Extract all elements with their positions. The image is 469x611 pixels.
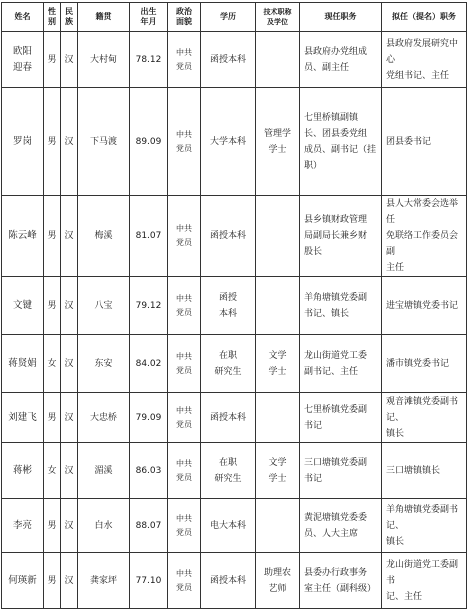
cell-text: 观音滩镇党委副书记、 镇长 [386, 396, 459, 439]
cell-ethnicity [61, 335, 78, 393]
cell-ethnicity [61, 88, 78, 196]
table-row [2, 88, 467, 196]
cell-text: 78.12 [135, 54, 162, 65]
cell-name [2, 499, 44, 553]
cell-origin [78, 88, 130, 196]
cell-text: 函授本科 [209, 54, 246, 65]
cell-text: 函授本科 [209, 575, 246, 586]
cell-gender [44, 88, 61, 196]
cell-title [256, 393, 300, 443]
cell-text: 女 [47, 465, 57, 476]
cell-text: 七里桥镇副镇 长、团县委党组 成员、副书记（挂 职） [304, 112, 377, 171]
cell-text: 男 [47, 575, 57, 586]
table-row [2, 277, 467, 335]
cell-text: 进宝塘镇党委书记 [386, 300, 459, 311]
cell-birth [130, 443, 168, 499]
cell-gender [44, 443, 61, 499]
cell-title [256, 443, 300, 499]
cell-text: 88.07 [135, 520, 162, 531]
cell-gender [44, 499, 61, 553]
cell-text: 文键 [12, 299, 32, 311]
cell-birth [130, 277, 168, 335]
cell-title [256, 499, 300, 553]
cell-origin [78, 553, 130, 609]
cell-text: 大村甸 [89, 54, 117, 65]
cell-text: 龙山街道党工委副书 记、主任 [386, 559, 459, 602]
header-origin: 籍贯 [78, 3, 130, 32]
cell-education [201, 499, 256, 553]
cell-birth [130, 393, 168, 443]
cell-text: 81.07 [135, 231, 162, 241]
cell-current-post [300, 32, 382, 88]
header-education: 学历 [201, 3, 256, 32]
cell-text: 县乡镇财政管理 局副局长兼乡财 股长 [304, 215, 368, 257]
cell-education [201, 443, 256, 499]
cell-text: 县人大常委会选举任 免联络工作委员会副 主任 [386, 199, 459, 273]
cell-text: 李亮 [12, 519, 32, 531]
cell-text: 文学 学士 [268, 350, 287, 377]
cell-text: 汉 [64, 358, 74, 369]
header-gender: 性别 [44, 3, 61, 32]
cell-name [2, 88, 44, 196]
cell-education [201, 277, 256, 335]
cell-name [2, 32, 44, 88]
cell-current-post [300, 335, 382, 393]
cell-text: 89.09 [135, 136, 162, 147]
cell-text: 三口塘镇镇长 [386, 465, 441, 476]
cell-text: 下马渡 [89, 136, 117, 147]
table-row [2, 499, 467, 553]
cell-text: 中共 党员 [176, 513, 192, 537]
cell-birth [130, 32, 168, 88]
cell-birth [130, 88, 168, 196]
cell-origin [78, 335, 130, 393]
cell-birth [130, 196, 168, 277]
cell-title [256, 88, 300, 196]
cell-party [168, 88, 201, 196]
cell-party [168, 499, 201, 553]
cell-education [201, 32, 256, 88]
cell-gender [44, 393, 61, 443]
cell-gender [44, 196, 61, 277]
cell-text: 79.12 [135, 300, 162, 311]
cell-text: 何瑛新 [8, 574, 37, 586]
cell-text: 管理学 学士 [263, 128, 291, 155]
cell-text: 湄溪 [94, 465, 113, 476]
cell-text: 羊角塘镇党委副 书记、镇长 [304, 292, 368, 319]
cell-text: 龙山街道党工委 副书记、主任 [304, 350, 368, 377]
cell-origin [78, 443, 130, 499]
cell-proposed-post [382, 32, 467, 88]
cell-text: 函授 本科 [218, 292, 237, 319]
cell-current-post [300, 443, 382, 499]
cell-current-post [300, 393, 382, 443]
cell-text: 中共 党员 [176, 293, 192, 317]
cell-party [168, 196, 201, 277]
cell-current-post [300, 499, 382, 553]
cell-gender [44, 553, 61, 609]
cell-text: 潘市镇党委书记 [386, 358, 450, 369]
cell-education [201, 335, 256, 393]
cell-ethnicity [61, 499, 78, 553]
cell-party [168, 335, 201, 393]
cell-ethnicity [61, 393, 78, 443]
cell-current-post [300, 277, 382, 335]
cell-proposed-post [382, 393, 467, 443]
cell-ethnicity [61, 196, 78, 277]
cell-origin [78, 277, 130, 335]
cell-ethnicity [61, 32, 78, 88]
cell-gender [44, 277, 61, 335]
table-row [2, 196, 467, 277]
cell-text: 龚家坪 [89, 575, 117, 586]
cell-proposed-post [382, 196, 467, 277]
cell-proposed-post [382, 335, 467, 393]
cell-text: 中共 党员 [176, 405, 192, 429]
cell-text: 中共 党员 [176, 458, 192, 482]
cell-birth [130, 335, 168, 393]
cell-party [168, 277, 201, 335]
cell-text: 七里桥镇党委副 书记 [304, 404, 368, 431]
cell-text: 女 [47, 358, 57, 369]
cell-text: 大忠桥 [89, 412, 117, 423]
cell-current-post [300, 553, 382, 609]
cell-name [2, 335, 44, 393]
cell-name [2, 277, 44, 335]
cell-text: 蒋彬 [12, 464, 32, 476]
header-current-post: 现任职务 [300, 3, 382, 32]
cell-text: 中共 党员 [176, 47, 192, 71]
cell-text: 团县委书记 [386, 136, 432, 147]
cell-education [201, 196, 256, 277]
cell-gender [44, 32, 61, 88]
cell-ethnicity [61, 553, 78, 609]
header-row [2, 3, 467, 32]
cell-proposed-post [382, 443, 467, 499]
cell-text: 东安 [94, 358, 113, 369]
cell-text: 中共 党员 [176, 568, 192, 592]
cell-text: 陈云峰 [8, 230, 37, 241]
header-proposed-post: 拟任（提名）职务 [382, 3, 467, 32]
roster-table-container [1, 2, 466, 609]
table-row [2, 335, 467, 393]
cell-origin [78, 393, 130, 443]
cell-text: 县政府办党组成 员、副主任 [304, 46, 368, 73]
cell-title [256, 32, 300, 88]
header-title: 技术职称 及学位 [256, 3, 300, 32]
cell-title [256, 335, 300, 393]
cell-birth [130, 499, 168, 553]
cell-text: 罗岗 [12, 135, 32, 147]
cell-text: 男 [47, 412, 57, 423]
cell-current-post [300, 196, 382, 277]
header-party: 政治 面貌 [168, 3, 201, 32]
cell-text: 蒋贤娟 [8, 357, 37, 369]
cell-text: 县政府发展研究中心 党组书记、主任 [386, 38, 459, 81]
cell-ethnicity [61, 277, 78, 335]
cell-birth [130, 553, 168, 609]
cell-text: 84.02 [135, 358, 162, 369]
cell-origin [78, 32, 130, 88]
cell-origin [78, 499, 130, 553]
cell-text: 白水 [94, 520, 113, 531]
cell-proposed-post [382, 88, 467, 196]
cell-text: 男 [47, 54, 57, 65]
cell-education [201, 88, 256, 196]
cell-text: 79.09 [135, 412, 162, 423]
cell-text: 函授本科 [209, 412, 246, 423]
cell-origin [78, 196, 130, 277]
cell-title [256, 196, 300, 277]
table-row [2, 443, 467, 499]
cell-name [2, 553, 44, 609]
cell-text: 汉 [64, 136, 74, 147]
cell-text: 三口塘镇党委副 书记 [304, 457, 368, 484]
cell-text: 黄泥塘镇党委委 员、人大主席 [304, 512, 368, 539]
cell-text: 男 [47, 136, 57, 147]
cell-text: 77.10 [135, 575, 162, 586]
cadre-roster-table [1, 2, 467, 609]
cell-text: 欧阳 迎春 [12, 45, 32, 73]
cell-education [201, 553, 256, 609]
cell-text: 汉 [64, 520, 74, 531]
cell-proposed-post [382, 499, 467, 553]
cell-text: 在职 研究生 [214, 350, 242, 377]
cell-gender [44, 335, 61, 393]
cell-text: 汉 [64, 575, 74, 586]
header-birth: 出生 年月 [130, 3, 168, 32]
cell-text: 函授本科 [209, 231, 246, 241]
cell-text: 梅溪 [94, 231, 113, 241]
header-name: 姓名 [2, 3, 44, 32]
cell-title [256, 553, 300, 609]
cell-text: 县委办行政事务 室主任（副科级） [304, 567, 377, 594]
cell-text: 羊角塘镇党委副书记、 镇长 [386, 504, 459, 547]
cell-title [256, 277, 300, 335]
cell-ethnicity [61, 443, 78, 499]
cell-text: 中共 党员 [176, 129, 192, 153]
table-body [2, 32, 467, 609]
table-header [2, 3, 467, 32]
table-row [2, 32, 467, 88]
table-row [2, 553, 467, 609]
cell-text: 电大本科 [209, 520, 246, 531]
cell-party [168, 443, 201, 499]
cell-proposed-post [382, 553, 467, 609]
cell-text: 在职 研究生 [214, 457, 242, 484]
cell-name [2, 196, 44, 277]
cell-name [2, 443, 44, 499]
header-ethnicity: 民族 [61, 3, 78, 32]
table-row [2, 393, 467, 443]
cell-text: 汉 [64, 300, 74, 311]
cell-text: 男 [47, 520, 57, 531]
cell-current-post [300, 88, 382, 196]
cell-text: 汉 [64, 412, 74, 423]
cell-name [2, 393, 44, 443]
cell-party [168, 553, 201, 609]
cell-proposed-post [382, 277, 467, 335]
cell-text: 助理农 艺师 [263, 567, 291, 594]
cell-party [168, 32, 201, 88]
cell-text: 汉 [64, 54, 74, 65]
cell-text: 八宝 [94, 300, 113, 311]
cell-text: 大学本科 [209, 136, 246, 147]
cell-text: 男 [47, 300, 57, 311]
cell-education [201, 393, 256, 443]
cell-text: 86.03 [135, 465, 162, 476]
cell-text: 汉 [64, 231, 74, 241]
cell-text: 中共 党员 [176, 351, 192, 375]
cell-text: 男 [47, 231, 57, 241]
cell-party [168, 393, 201, 443]
cell-text: 文学 学士 [268, 457, 287, 484]
cell-text: 刘建飞 [8, 411, 37, 423]
cell-text: 汉 [64, 465, 74, 476]
cell-text: 中共 党员 [176, 224, 192, 247]
